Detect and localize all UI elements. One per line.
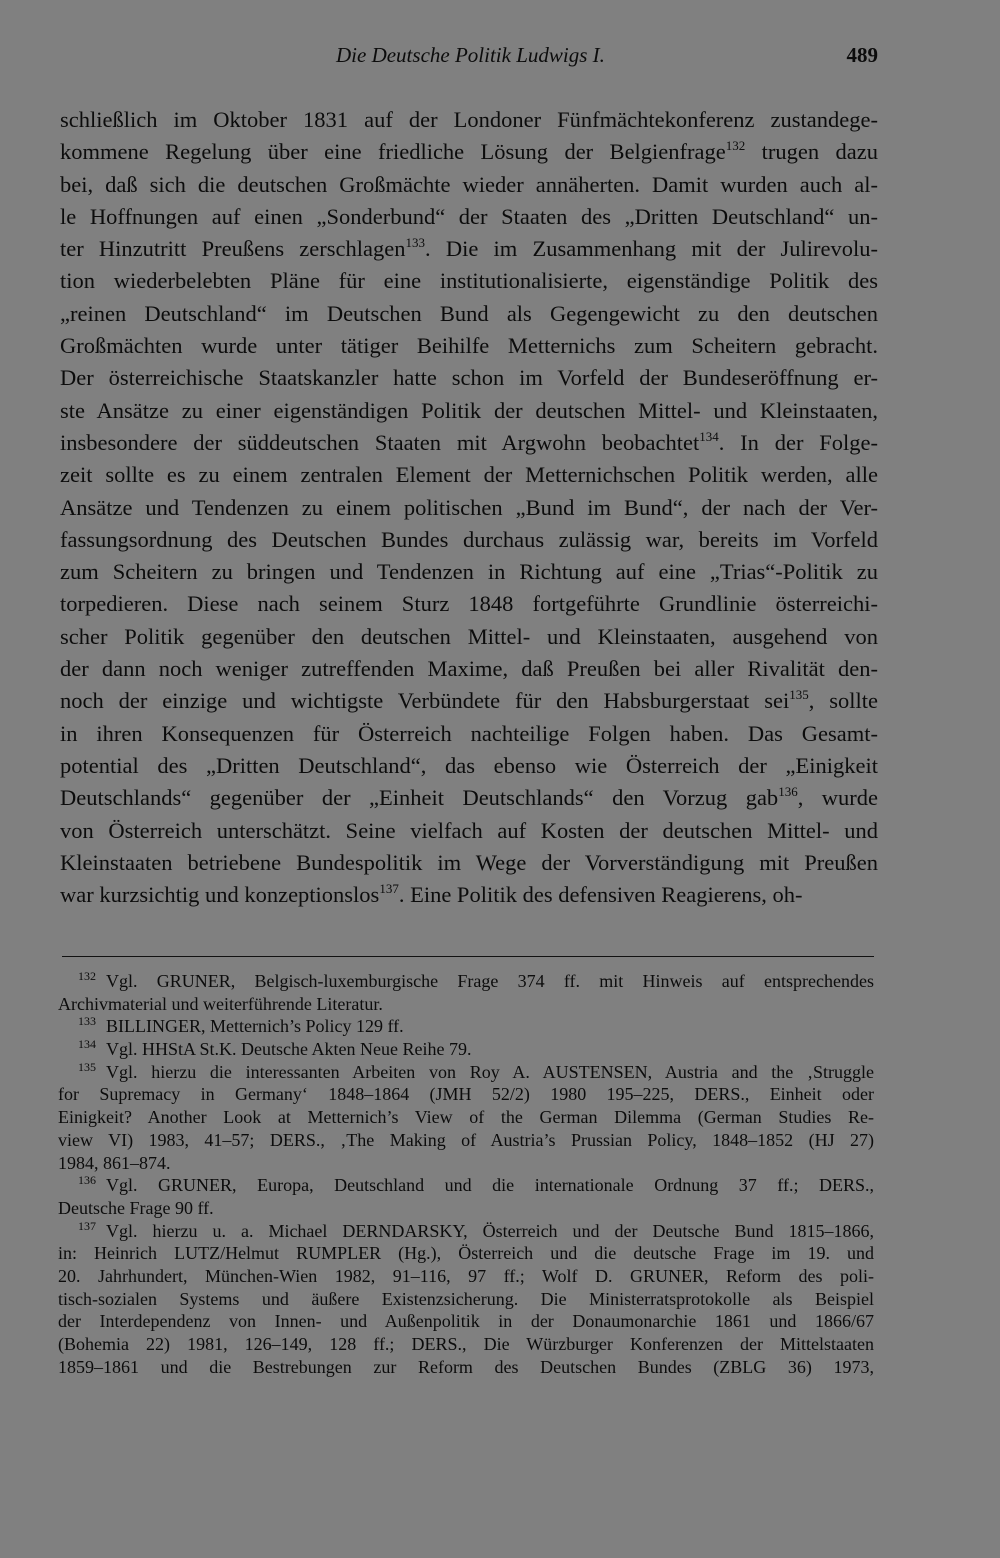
text-line: Deutschlands“ gegenüber der „Einheit Deutschlands“ den Vorzug gab$^{136}$, wurde xyxy=(60,784,878,811)
text-line: kommene Regelung über eine friedliche Lösung der Belgienfrage$^{132}$ trugen dazu xyxy=(60,138,878,165)
footnote-ref[interactable]: 137 xyxy=(379,881,399,897)
footnote-ref[interactable]: 136 xyxy=(778,784,798,800)
text-line: fassungsordnung des Deutschen Bundes durchaus zulässig war, bereits im Vorfeld xyxy=(60,526,878,552)
text-line: insbesondere der süddeutschen Staaten mit Argwohn beobachtet$^{134}$. In der Folge- xyxy=(60,428,878,455)
footnote-number: 135 xyxy=(78,1059,96,1074)
footnote-number: 133 xyxy=(78,1014,96,1029)
text-line: tion wiederbelebten Pläne für eine institutionalisierte, eigenständige Politik des xyxy=(60,268,878,294)
footnote-136: $^{136}$ Vgl. GRUNER, Europa, Deutschland und die internationale Ordnung 37 ff.; DERS., Deutsche Frage 90 ff. xyxy=(58,1173,874,1218)
footnote-ref[interactable]: 134 xyxy=(699,428,719,444)
text-line: der dann noch weniger zutreffenden Maxime, daß Preußen bei aller Rivalität den- xyxy=(60,656,878,682)
text-line: scher Politik gegenüber den deutschen Mittel- und Kleinstaaten, ausgehend von xyxy=(60,623,878,649)
text-line: bei, daß sich die deutschen Großmächte wieder annäherten. Damit wurden auch al- xyxy=(60,171,878,197)
footnote-ref[interactable]: 132 xyxy=(725,138,746,154)
text-line: zum Scheitern zu bringen und Tendenzen in Richtung auf eine „Trias“-Politik zu xyxy=(60,559,878,585)
body-text xyxy=(60,104,878,911)
text-line: in ihren Konsequenzen für Österreich nachteilige Folgen haben. Das Gesamt- xyxy=(60,720,878,746)
text-line: Der österreichische Staatskanzler hatte schon im Vorfeld der Bundeseröffnung er- xyxy=(60,365,878,391)
footnote-132: $^{132}$ Vgl. GRUNER, Belgisch-luxemburgische Frage 374 ff. mit Hinweis auf entsprechendes Archivmaterial und weiterführende Literatur. xyxy=(58,969,874,1014)
text-line: zeit sollte es zu einem zentralen Element der Metternichschen Politik werden, alle xyxy=(60,462,878,488)
footnote-134: $^{134}$ Vgl. HHStA St.K. Deutsche Akten Neue Reihe 79. xyxy=(78,1037,472,1060)
text-line: Großmächten wurde unter tätiger Beihilfe Metternichs zum Scheitern gebracht. xyxy=(60,333,878,359)
running-head xyxy=(336,42,878,68)
text-line: ste Ansätze zu einer eigenständigen Politik der deutschen Mittel- und Kleinstaaten, xyxy=(60,397,878,423)
footnote-number: 132 xyxy=(78,969,96,983)
footnote-number: 136 xyxy=(78,1173,96,1188)
text-line: Ansätze und Tendenzen zu einem politischen „Bund im Bund“, der nach der Ver- xyxy=(60,494,878,520)
footnote-number: 134 xyxy=(78,1037,96,1052)
text-line: von Österreich unterschätzt. Seine vielfach auf Kosten der deutschen Mittel- und xyxy=(60,817,878,843)
text-line: ter Hinzutritt Preußens zerschlagen$^{133}$. Die im Zusammenhang mit der Julirevolu- xyxy=(60,235,878,262)
footnotes xyxy=(58,970,874,1378)
footnote-133: $^{133}$ BILLINGER, Metternich’s Policy 129 ff. xyxy=(78,1014,404,1037)
text-line: schließlich im Oktober 1831 auf der Londoner Fünfmächtekonferenz zustandege- xyxy=(60,107,878,132)
text-line: noch der einzige und wichtigste Verbündete für den Habsburgerstaat sei$^{135}$, sollte xyxy=(60,687,878,714)
text-line: Kleinstaaten betriebene Bundespolitik im Wege der Vorverständigung mit Preußen xyxy=(60,849,878,875)
footnote-rule xyxy=(62,956,874,957)
footnote-ref[interactable]: 135 xyxy=(789,687,809,703)
text-line: torpedieren. Diese nach seinem Sturz 1848 fortgeführte Grundlinie österreichi- xyxy=(60,591,878,617)
footnote-ref[interactable]: 133 xyxy=(405,235,425,251)
footnote-137: $^{137}$ Vgl. hierzu u. a. Michael DERNDARSKY, Österreich und der Deutsche Bund 1815–1866, in: Heinrich LUTZ/Helmut RUMPLER (Hg.), Österreich und die deutsche Frage im 19. und 20. Jahrhundert, München-Wien 1982, 91–116, 97 ff.; Wolf D. GRUNER, Reform des poli- tisch-sozialen Systems und äußere Existenzsicherung. Die Ministerratsprotokolle als Beispiel der Interdependenz von Innen- und Außenpolitik in der Donaumonarchie 1861 und 1866/67 (Bohemia 22) 1981, 126–149, 128 ff.; DERS., Die Würzburger Konferenzen der Mittelstaaten 1859–1861 und die Bestrebungen zur Reform des Deutschen Bundes (ZBLG 36) 1973, xyxy=(58,1218,874,1377)
footnote-135: $^{135}$ Vgl. hierzu die interessanten Arbeiten von Roy A. AUSTENSEN, Austria and the ‚Struggle for Supremacy in Germany‘ 1848–1864 (JMH 52/2) 1980 195–225, DERS., Einheit oder Einigkeit? Another Look at Metternich’s View of the German Dilemma (German Studies Re- view VI) 1983, 41–57; DERS., ‚The Making of Austria’s Prussian Policy, 1848–1852 (HJ 27) 1984, 861–874. xyxy=(58,1059,874,1173)
footnote-number: 137 xyxy=(78,1218,96,1233)
text-line: war kurzsichtig und konzeptionslos$^{137}$. Eine Politik des defensiven Reagierens, oh- xyxy=(60,881,803,908)
text-line: potential des „Dritten Deutschland“, das ebenso wie Österreich der „Einigkeit xyxy=(60,752,878,778)
text-line: le Hoffnungen auf einen „Sonderbund“ der Staaten des „Dritten Deutschland“ un- xyxy=(60,203,878,229)
page-number: 489 xyxy=(846,43,878,67)
running-title: Die Deutsche Politik Ludwigs I. xyxy=(336,43,605,67)
text-line: „reinen Deutschland“ im Deutschen Bund als Gegengewicht zu den deutschen xyxy=(60,300,878,326)
